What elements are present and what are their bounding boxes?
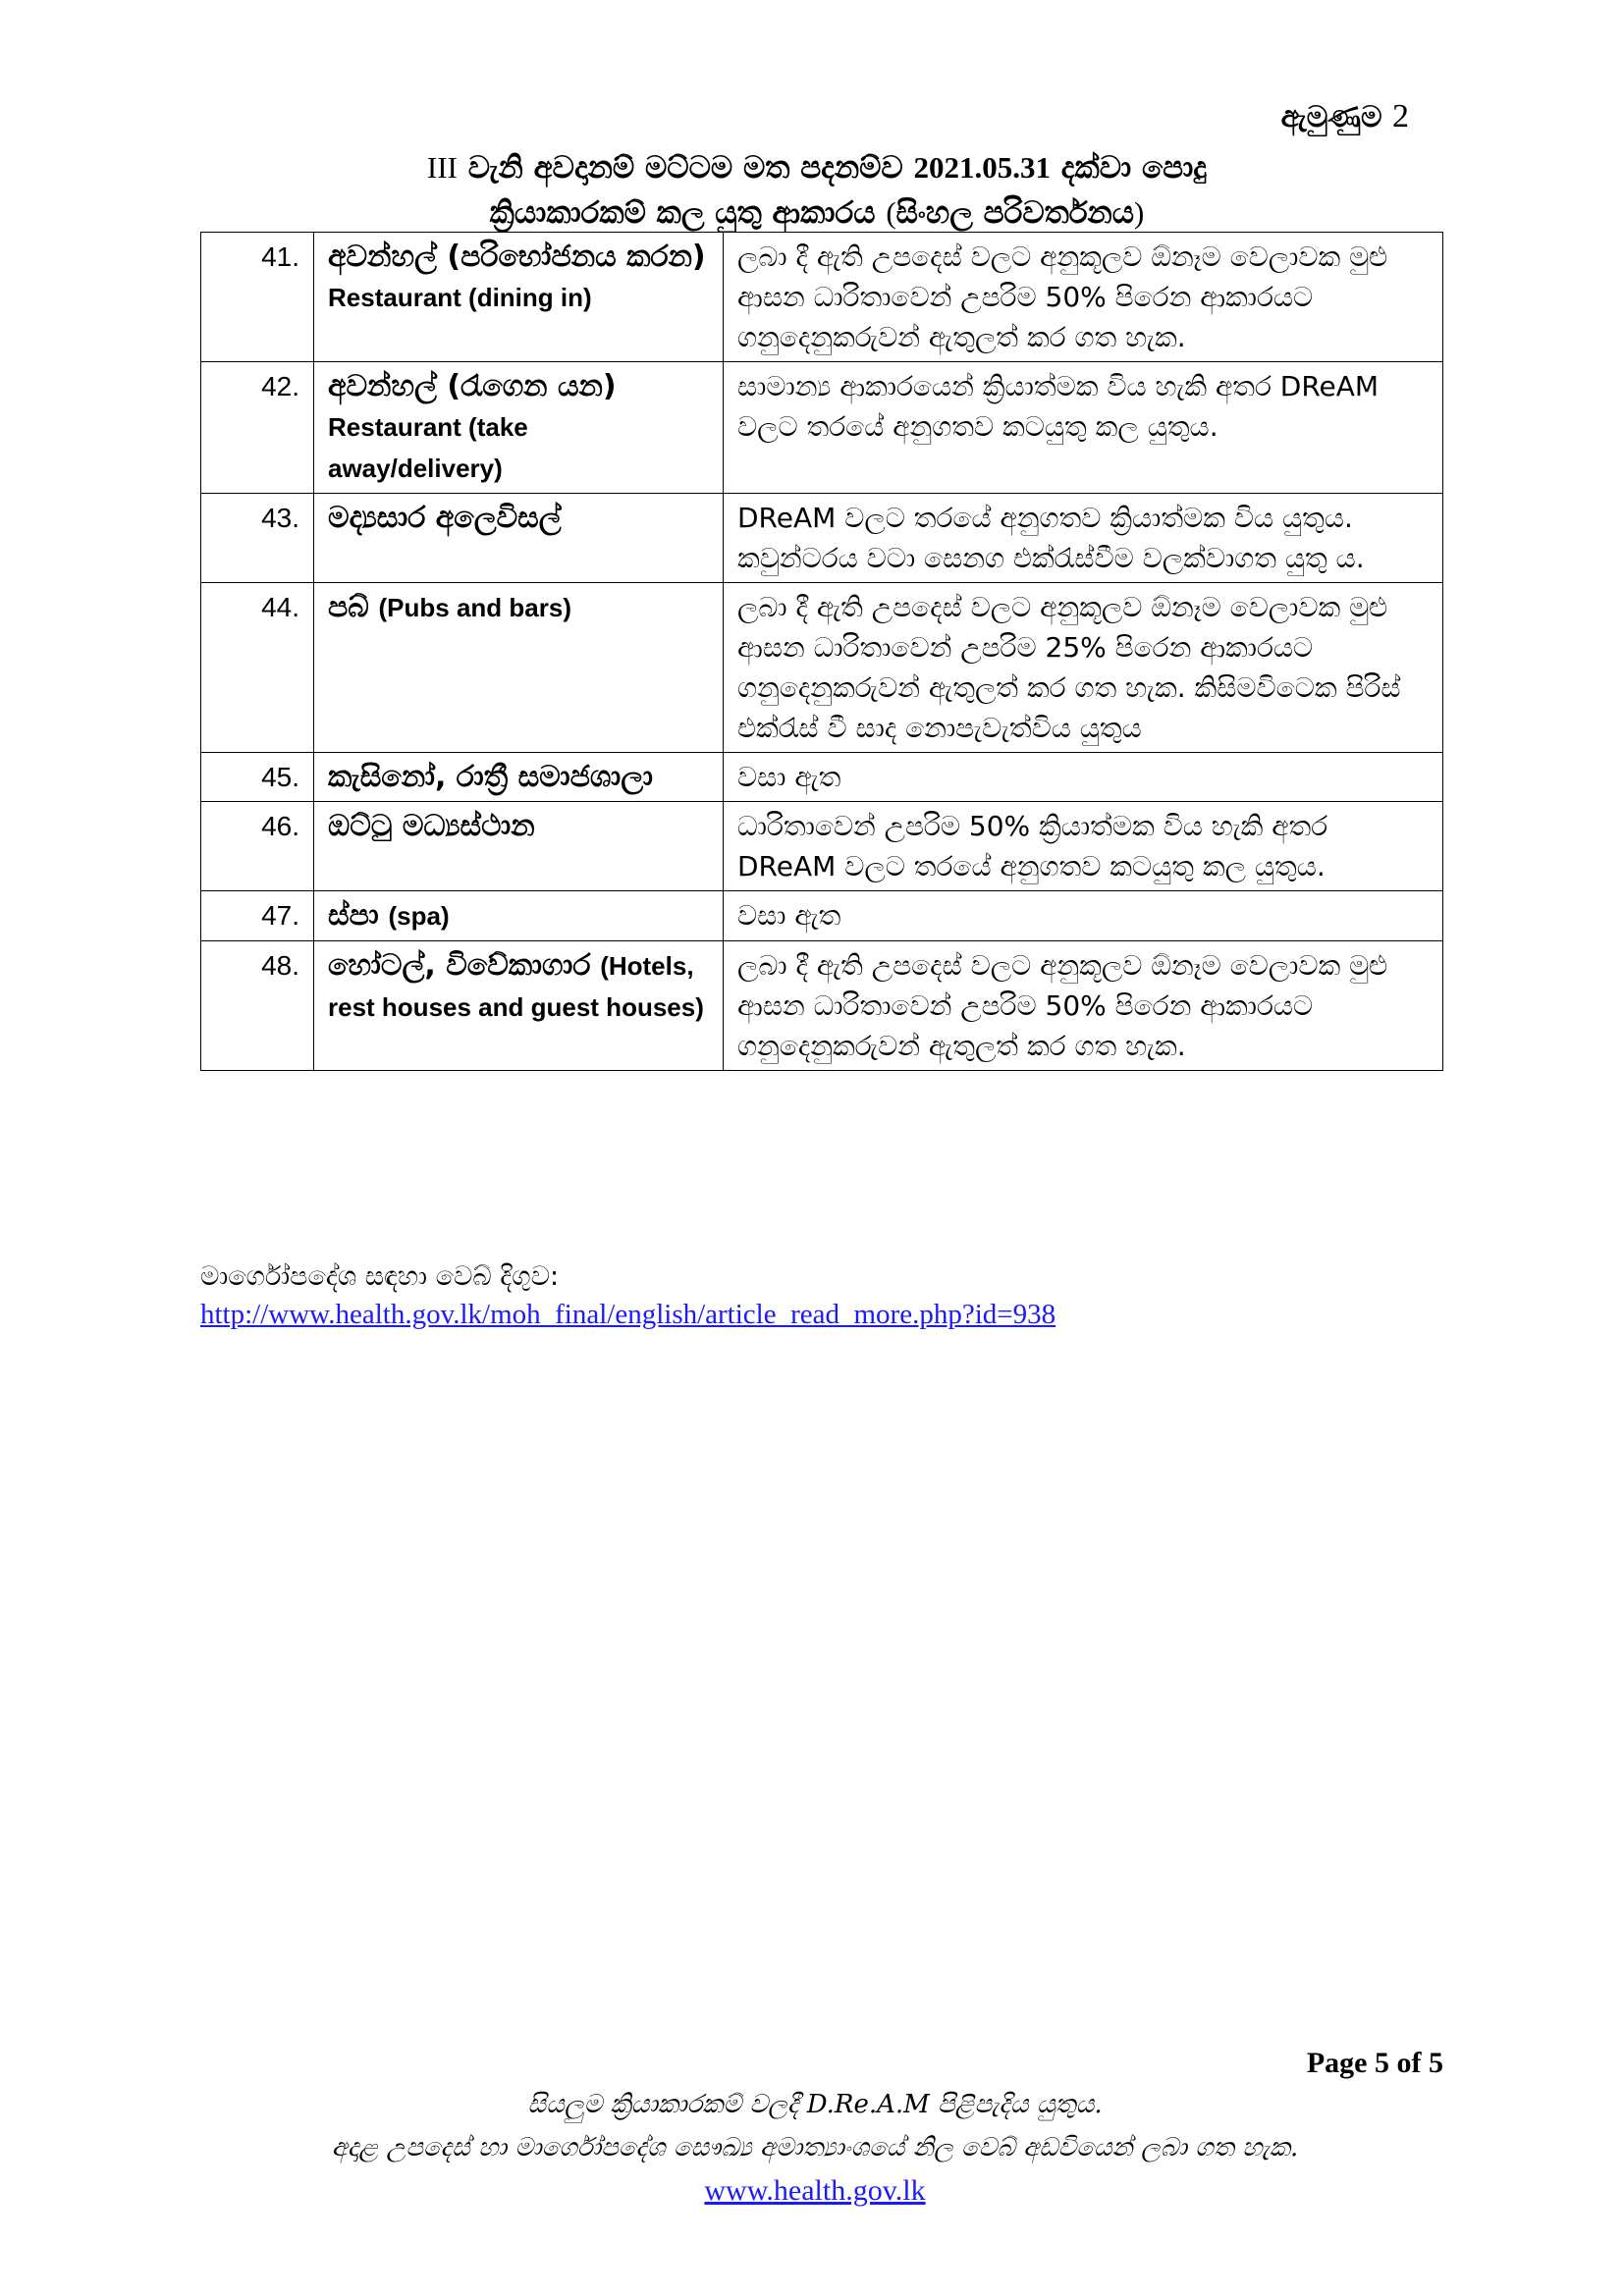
footer-line-1: සියලුම ක්‍රියාකාරකම් වලදී D.Re.A.M පිළිපැදිය යුතුය. xyxy=(527,2090,1103,2119)
row-number: 41. xyxy=(201,233,314,362)
title-part-2: දක්වා පොදු xyxy=(1060,150,1208,186)
title-line-1 xyxy=(200,145,1434,190)
activity-name-english: Restaurant (take away/delivery) xyxy=(328,412,528,483)
activity-name-sinhala: පබ් xyxy=(328,590,369,624)
activity-name-english: (spa) xyxy=(388,901,450,931)
footer xyxy=(147,2083,1483,2213)
activity-cell xyxy=(314,362,724,494)
rule-cell: සාමාන්‍ය ආකාරයෙන් ක්‍රියාත්මක විය හැකි අතර DReAM වලට තරයේ අනුගතව කටයුතු කල යුතුය. xyxy=(724,362,1443,494)
title-line-2 xyxy=(200,190,1434,236)
footer-line-2: අදාළ උපදෙස් හා මාර්ගෝපදේශ සෞඛ්‍ය අමාත්‍යාංශයේ නිල වෙබ් අඩවියෙන් ලබා ගත හැක. xyxy=(331,2133,1299,2163)
row-number: 43. xyxy=(201,494,314,583)
guidelines xyxy=(200,1258,1056,1333)
activity-name-english: Restaurant (dining in) xyxy=(328,283,592,312)
guidelines-label: මාර්ගෝපදේශ සඳහා වෙබ් දිගුව: xyxy=(200,1261,560,1292)
activity-cell xyxy=(314,753,724,802)
row-number: 42. xyxy=(201,362,314,494)
annex-number: 2 xyxy=(1392,98,1409,134)
rule-cell: වසා ඇත xyxy=(724,891,1443,941)
activity-cell xyxy=(314,891,724,941)
table-row xyxy=(201,362,1443,494)
activities-table xyxy=(200,232,1443,1071)
annex-label xyxy=(1281,98,1409,135)
table-row xyxy=(201,802,1443,891)
activity-name-sinhala: කැසිනෝ, රාත්‍රී සමාජශාලා xyxy=(328,760,653,794)
activity-name-sinhala: අවන්හල් (රැගෙන යන) xyxy=(328,369,617,403)
row-number: 47. xyxy=(201,891,314,941)
title-prefix: III xyxy=(426,150,458,185)
rule-cell: ලබා දී ඇති උපදෙස් වලට අනුකූලව ඕනෑම වෙලාවක මුළු ආසන ධාරිතාවෙන් උපරිම 50% පිරෙන ආකාරයට ගනුදෙනුකරුවන් ඇතුලත් කර ගත හැක. xyxy=(724,233,1443,362)
rule-cell: ලබා දී ඇති උපදෙස් වලට අනුකූලව ඕනෑම වෙලාවක මුළු ආසන ධාරිතාවෙන් උපරිම 50% පිරෙන ආකාරයට ගනුදෙනුකරුවන් ඇතුලත් කර ගත හැක. xyxy=(724,941,1443,1071)
guidelines-link[interactable]: http://www.health.gov.lk/moh_final/english/article_read_more.php?id=938 xyxy=(200,1299,1056,1330)
row-number: 48. xyxy=(201,941,314,1071)
table-row xyxy=(201,583,1443,753)
row-number: 46. xyxy=(201,802,314,891)
activities-table-body xyxy=(201,233,1443,1071)
row-number: 44. xyxy=(201,583,314,753)
title-translation: සිංහල පරිවර්තනය xyxy=(895,195,1135,231)
annex-label-text: ඇමුණුම xyxy=(1280,100,1382,134)
activity-cell xyxy=(314,233,724,362)
activity-name-sinhala: ස්පා xyxy=(328,898,379,933)
rule-cell: DReAM වලට තරයේ අනුගතව ක්‍රියාත්මක විය යුතුය. කවුන්ටරය වටා සෙනග එක්රැස්වීම වලක්වාගත යුතු ය. xyxy=(724,494,1443,583)
title-paren-open: ( xyxy=(886,195,896,230)
activity-cell xyxy=(314,941,724,1071)
title-paren-close: ) xyxy=(1134,195,1145,230)
title-date: 2021.05.31 xyxy=(913,150,1051,185)
rule-cell: ලබා දී ඇති උපදෙස් වලට අනුකූලව ඕනෑම වෙලාවක මුළු ආසන ධාරිතාවෙන් උපරිම 25% පිරෙන ආකාරයට ගනුදෙනුකරුවන් ඇතුලත් කර ගත හැක. කිසිමවිටෙක පිරිස් එක්රැස් වී සාද නොපැවැත්විය යුතුය xyxy=(724,583,1443,753)
activity-name-sinhala: ඔට්ටු මධ්‍යස්ථාන xyxy=(328,809,535,843)
table-row xyxy=(201,891,1443,941)
activity-name-sinhala: හෝටල්, විවේකාගාර xyxy=(328,948,591,983)
activity-name-sinhala: අවන්හල් (පරිභෝජනය කරන) xyxy=(328,240,706,274)
table-row xyxy=(201,233,1443,362)
title-part-1: වැනි අවදානම් මට්ටම මත පදනම්ව xyxy=(467,150,903,186)
activity-name-sinhala: මද්‍යසාර අලෙවිසල් xyxy=(328,501,562,535)
footer-link[interactable]: www.health.gov.lk xyxy=(704,2174,926,2207)
page-number: Page 5 of 5 xyxy=(1306,2047,1443,2079)
page-title xyxy=(200,145,1434,236)
activity-name-english: (Pubs and bars) xyxy=(378,593,571,622)
activity-name-english: (Hotels, rest houses and guest houses) xyxy=(328,951,704,1022)
table-row xyxy=(201,753,1443,802)
activity-cell xyxy=(314,802,724,891)
activity-cell xyxy=(314,494,724,583)
title-line-2-text: ක්‍රියාකාරකම් කල යුතු ආකාරය xyxy=(489,195,876,231)
table-row xyxy=(201,941,1443,1071)
rule-cell: වසා ඇත xyxy=(724,753,1443,802)
row-number: 45. xyxy=(201,753,314,802)
activity-cell xyxy=(314,583,724,753)
table-row xyxy=(201,494,1443,583)
rule-cell: ධාරිතාවෙන් උපරිම 50% ක්‍රියාත්මක විය හැකි අතර DReAM වලට තරයේ අනුගතව කටයුතු කල යුතුය. xyxy=(724,802,1443,891)
